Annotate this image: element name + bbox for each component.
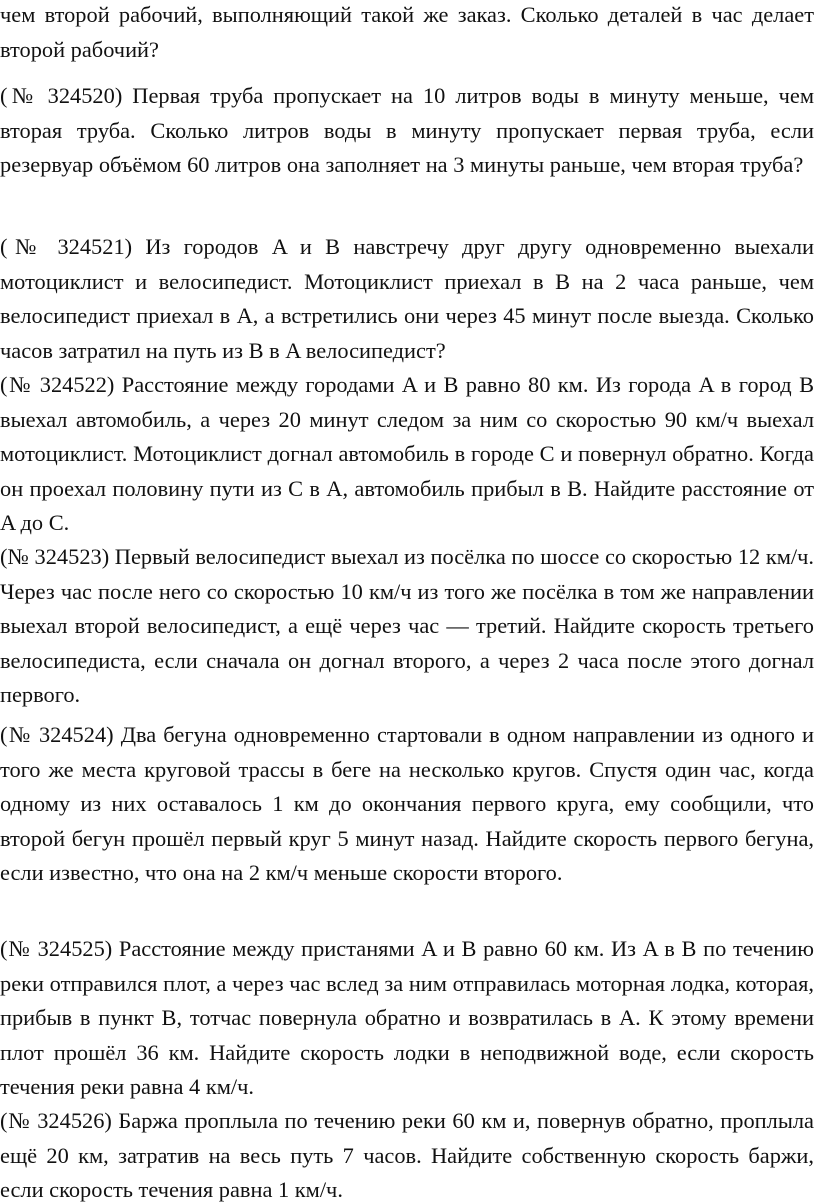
problem-324523-text: (№ 324523) Первый велосипедист выехал из посёлка по шоссе со скоростью 12 км/ч. Через час после него со скоростью 10 км/ч из того же посёлка в том же направлении выехал второй велосипедист, а ещё через час — третий. Найдите скорость третьего велосипедиста, если сначала он догнал второго, а через 2 часа после этого догнал первого. [0, 544, 814, 707]
problem-324520-text: (№ 324520) Первая труба пропускает на 10 литров воды в минуту меньше, чем вторая труба. Сколько литров воды в минуту пропускает первая труба, если резервуар объёмом 60 литров она заполняет на 3 минуты раньше, чем вторая труба? [0, 83, 814, 177]
problem-324521-text: (№ 324521) Из городов A и B навстречу друг другу одновременно выехали мотоциклист и велосипедист. Мотоциклист приехал в B на 2 часа раньше, чем велосипедист приехал в A, а встретились они через 45 минут после выезда. Сколько часов затратил на путь из B в A велосипедист? [0, 234, 814, 363]
problem-continuation-text: чем второй рабочий, выполняющий такой же заказ. Сколько деталей в час делает второй рабочий? [0, 2, 814, 62]
problem-324525-text: (№ 324525) Расстояние между пристанями A и B равно 60 км. Из A в B по течению реки отправился плот, а через час вслед за ним отправилась моторная лодка, которая, прибыв в пункт B, тотчас повернула обратно и возвратилась в A. К этому времени плот прошёл 36 км. Найдите скорость лодки в неподвижной воде, если скорость течения реки равна 4 км/ч. [0, 936, 814, 1099]
problem-324524-text: (№ 324524) Два бегуна одновременно стартовали в одном направлении из одного и того же места круговой трассы в беге на несколько кругов. Спустя один час, когда одному из них оставалось 1 км до окончания первого круга, ему сообщили, что второй бегун прошёл первый круг 5 минут назад. Найдите скорость первого бегуна, если известно, что она на 2 км/ч меньше скорости второго. [0, 722, 814, 885]
problem-324526-text: (№ 324526) Баржа проплыла по течению реки 60 км и, повернув обратно, проплыла ещё 20 км, затратив на весь путь 7 часов. Найдите собственную скорость баржи, если скорость течения равна 1 км/ч. [0, 1108, 814, 1202]
problem-324522-text: (№ 324522) Расстояние между городами A и B равно 80 км. Из города A в город B выехал автомобиль, а через 20 минут следом за ним со скоростью 90 км/ч выехал мотоциклист. Мотоциклист догнал автомобиль в городе C и повернул обратно. Когда он проехал половину пути из C в A, автомобиль прибыл в B. Найдите расстояние от A до C. [0, 372, 814, 535]
